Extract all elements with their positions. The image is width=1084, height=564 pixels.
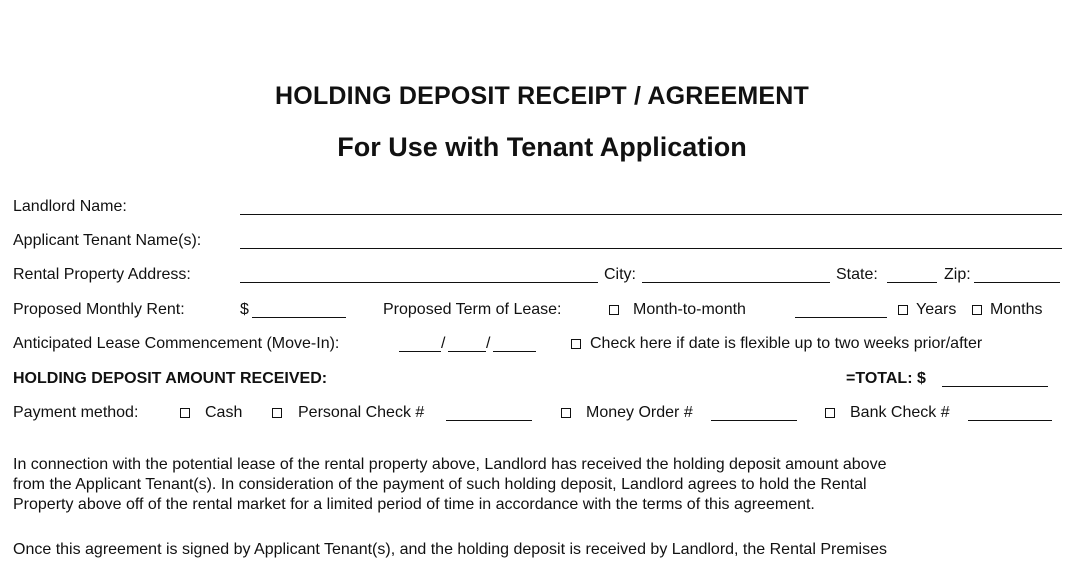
document-subtitle: For Use with Tenant Application xyxy=(337,132,747,162)
bank-check-number-field[interactable] xyxy=(968,420,1052,421)
paragraph-line: Once this agreement is signed by Applicant Tenant(s), and the holding deposit is received by Landlord, the Rental Premises xyxy=(13,541,887,558)
cash-checkbox[interactable] xyxy=(180,408,190,418)
paragraph-agreement-signed xyxy=(13,540,1063,560)
money-order-number-field[interactable] xyxy=(711,420,797,421)
personal-check-checkbox[interactable] xyxy=(272,408,282,418)
rental-address-row xyxy=(0,265,1084,287)
date-separator-1: / xyxy=(441,335,446,352)
cash-label: Cash xyxy=(205,404,243,421)
proposed-term-label: Proposed Term of Lease: xyxy=(383,301,562,318)
deposit-amount-label: HOLDING DEPOSIT AMOUNT RECEIVED: xyxy=(13,370,328,387)
payment-method-row xyxy=(0,403,1084,425)
commencement-label: Anticipated Lease Commencement (Move-In): xyxy=(13,335,340,352)
date-separator-2: / xyxy=(486,335,491,352)
applicant-tenant-label: Applicant Tenant Name(s): xyxy=(13,232,202,249)
document-title: HOLDING DEPOSIT RECEIPT / AGREEMENT xyxy=(275,82,809,110)
bank-check-checkbox[interactable] xyxy=(825,408,835,418)
months-label: Months xyxy=(990,301,1043,318)
flexible-date-label: Check here if date is flexible up to two weeks prior/after xyxy=(590,335,983,352)
term-length-field[interactable] xyxy=(795,317,887,318)
month-to-month-label: Month-to-month xyxy=(633,301,746,318)
state-field[interactable] xyxy=(887,282,937,283)
landlord-name-field[interactable] xyxy=(240,214,1062,215)
rental-address-label: Rental Property Address: xyxy=(13,266,191,283)
bank-check-label: Bank Check # xyxy=(850,404,950,421)
commencement-month-field[interactable] xyxy=(399,351,441,352)
commencement-day-field[interactable] xyxy=(448,351,486,352)
paragraph-line: Property above off of the rental market for a limited period of time in accordance with the terms of this agreement. xyxy=(13,496,815,513)
money-order-label: Money Order # xyxy=(586,404,693,421)
months-checkbox[interactable] xyxy=(972,305,982,315)
commencement-row xyxy=(0,334,1084,356)
monthly-rent-field[interactable] xyxy=(252,317,346,318)
applicant-tenant-row xyxy=(0,231,1084,253)
total-amount-field[interactable] xyxy=(942,386,1048,387)
paragraph-holding-deposit xyxy=(13,455,1063,515)
city-label: City: xyxy=(604,266,636,283)
flexible-date-checkbox[interactable] xyxy=(571,339,581,349)
deposit-amount-row xyxy=(0,369,1084,391)
dollar-sign: $ xyxy=(240,301,249,318)
applicant-tenant-field[interactable] xyxy=(240,248,1062,249)
payment-method-label: Payment method: xyxy=(13,404,139,421)
personal-check-label: Personal Check # xyxy=(298,404,425,421)
years-label: Years xyxy=(916,301,957,318)
monthly-rent-label: Proposed Monthly Rent: xyxy=(13,301,185,318)
zip-field[interactable] xyxy=(974,282,1060,283)
landlord-name-row xyxy=(0,197,1084,219)
total-label: =TOTAL: $ xyxy=(846,370,926,387)
money-order-checkbox[interactable] xyxy=(561,408,571,418)
paragraph-line: from the Applicant Tenant(s). In consideration of the payment of such holding deposit, Landlord agrees to hold the Rental xyxy=(13,476,867,493)
rental-address-field[interactable] xyxy=(240,282,598,283)
paragraph-line: In connection with the potential lease of the rental property above, Landlord has received the holding deposit amount above xyxy=(13,456,887,473)
years-checkbox[interactable] xyxy=(898,305,908,315)
personal-check-number-field[interactable] xyxy=(446,420,532,421)
commencement-year-field[interactable] xyxy=(493,351,536,352)
city-field[interactable] xyxy=(642,282,830,283)
month-to-month-checkbox[interactable] xyxy=(609,305,619,315)
rent-term-row xyxy=(0,300,1084,322)
state-label: State: xyxy=(836,266,878,283)
landlord-name-label: Landlord Name: xyxy=(13,198,127,215)
zip-label: Zip: xyxy=(944,266,971,283)
